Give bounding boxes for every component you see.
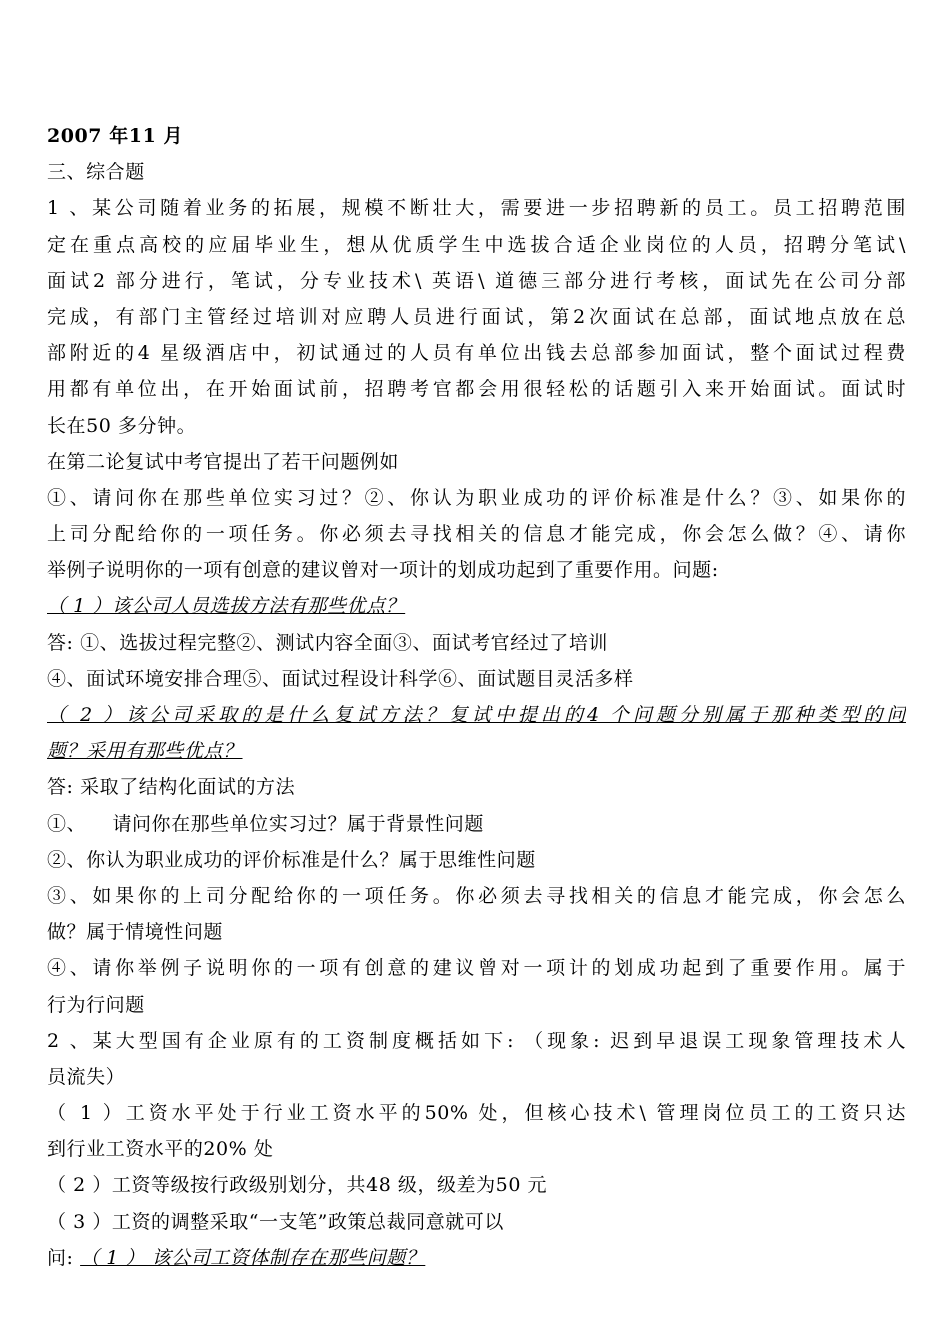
q1-sub2-question: （ 2 ）该公司采取的是什么复试方法？复试中提出的4 个问题分别属于那种类型的问 (47, 704, 906, 726)
q1-sub2-answer-line: ④、请你举例子说明你的一项有创意的建议曾对一项计的划成功起到了重要作用。属于 (47, 957, 906, 980)
q1-text-line: 部附近的4 星级酒店中，初试通过的人员有单位出钱去总部参加面试，整个面试过程费 (47, 342, 906, 365)
q1-text-line: 长在50 多分钟。 (47, 414, 197, 437)
q1-text-line: 上司分配给你的一项任务。你必须去寻找相关的信息才能完成，你会怎么做？④、请你 (47, 523, 906, 546)
q2-ask-prefix: 问: (47, 1246, 81, 1269)
q1-sub1-answer-line: 答: ①、选拔过程完整②、测试内容全面③、面试考官经过了培训 (47, 631, 608, 654)
q1-sub2-answer-line: 做？属于情境性问题 (47, 921, 223, 944)
q2-text-line: 2 、某大型国有企业原有的工资制度概括如下: （现象: 迟到早退误工现象管理技术人 (47, 1029, 906, 1052)
q1-sub2-question-line (47, 733, 906, 769)
q1-text-line: ①、请问你在那些单位实习过？②、你认为职业成功的评价标准是什么？③、如果你的 (47, 486, 906, 509)
doc-date: 2007 年11 月 (47, 125, 184, 147)
q1-text-line: 定在重点高校的应届毕业生，想从优质学生中选拔合适企业岗位的人员，招聘分笔试\ (47, 233, 906, 256)
section-title: 三、综合题 (47, 161, 145, 184)
q1-text-line: 1 、某公司随着业务的拓展，规模不断壮大，需要进一步招聘新的员工。员工招聘范围 (47, 197, 906, 220)
q2-text-line: 到行业工资水平的20% 处 (47, 1138, 274, 1161)
q2-text-line: （ 2 ）工资等级按行政级别划分，共48 级，级差为50 元 (47, 1174, 548, 1197)
q1-text-line: 在第二论复试中考官提出了若干问题例如 (47, 450, 399, 473)
q1-sub1-answer-line: ④、面试环境安排合理⑤、面试过程设计科学⑥、面试题目灵活多样 (47, 667, 634, 690)
q1-sub2-answer-line: 答: 采取了结构化面试的方法 (47, 776, 296, 799)
q1-sub2-answer-line: ②、你认为职业成功的评价标准是什么？属于思维性问题 (47, 848, 536, 871)
q1-sub2-question: 题？采用有那些优点？ (47, 740, 243, 763)
q1-text-line: 举例子说明你的一项有创意的建议曾对一项计的划成功起到了重要作用。问题: (47, 559, 719, 582)
q1-sub2-answer-line: 行为行问题 (47, 993, 145, 1016)
q2-text-line: 员流失） (47, 1065, 126, 1088)
q1-sub1-question: （ 1 ）该公司人员选拔方法有那些优点？ (47, 595, 406, 618)
q2-sub1-question: （ 1 ） 该公司工资体制存在那些问题？ (80, 1246, 426, 1269)
q1-sub2-answer-line: ①、 请问你在那些单位实习过？属于背景性问题 (47, 812, 484, 835)
q1-sub1-question-line (47, 588, 906, 624)
q1-text-line: 用都有单位出，在开始面试前，招聘考官都会用很轻松的话题引入来开始面试。面试时 (47, 378, 906, 401)
q2-text-line: （ 3 ）工资的调整采取“一支笔”政策总裁同意就可以 (47, 1210, 504, 1233)
q2-text-line: （ 1 ）工资水平处于行业工资水平的50% 处，但核心技术\ 管理岗位员工的工资只达 (47, 1102, 906, 1125)
q2-ask-line (47, 1240, 906, 1276)
q1-sub2-answer-line: ③、如果你的上司分配给你的一项任务。你必须去寻找相关的信息才能完成，你会怎么 (47, 884, 906, 907)
q1-sub2-question-line (47, 697, 906, 733)
q1-text-line: 完成，有部门主管经过培训对应聘人员进行面试，第2次面试在总部，面试地点放在总 (47, 305, 906, 328)
q1-text-line: 面试2 部分进行，笔试，分专业技术\ 英语\ 道德三部分进行考核，面试先在公司分部 (47, 269, 906, 292)
